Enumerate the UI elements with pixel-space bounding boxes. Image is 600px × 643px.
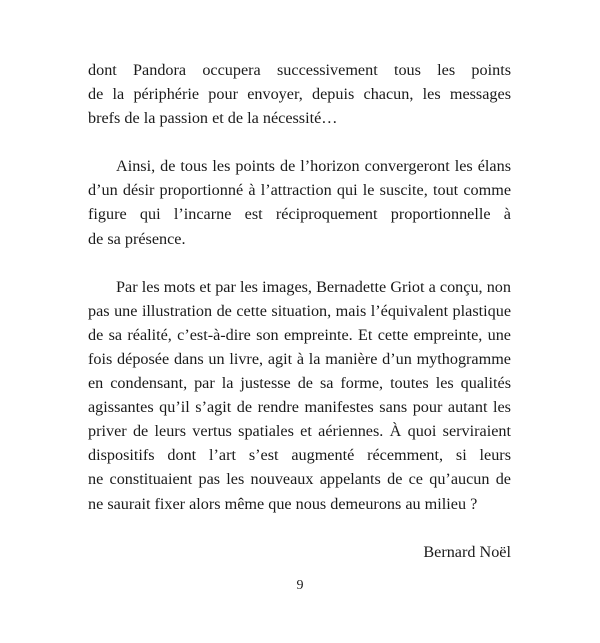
text-line: en condensant, par la justesse de sa forme, toutes les qualités — [88, 374, 511, 393]
text-line: agissantes qu’il s’agit de rendre manifestes sans pour autant les — [88, 398, 511, 417]
text-line: figure qui l’incarne est réciproquement proportionnelle à — [88, 205, 511, 224]
paragraph-3 — [88, 275, 511, 516]
text-line: priver de leurs vertus spatiales et aériennes. À quoi serviraient — [88, 422, 511, 441]
text-line: fois déposée dans un livre, agit à la manière d’un mythogramme — [88, 349, 511, 368]
text-line: dont Pandora occupera successivement tous les points — [88, 61, 511, 79]
text-line: ne saurait fixer alors même que nous demeurons au milieu ? — [88, 494, 478, 513]
page-number: 9 — [296, 578, 304, 593]
signature: Bernard Noël — [423, 542, 511, 561]
text-line: dispositifs dont l’art s’est augmenté récemment, si leurs — [88, 446, 511, 465]
text-line: Ainsi, de tous les points de l’horizon convergeront les élans — [116, 157, 511, 176]
text-line: brefs de la passion et de la nécessité… — [88, 109, 338, 128]
paragraph-2 — [88, 154, 511, 250]
text-line: de sa présence. — [88, 229, 186, 248]
paragraph-1 — [88, 58, 511, 130]
page-body — [88, 58, 511, 564]
text-line: pas une illustration de cette situation, mais l’équivalent plastique — [88, 301, 511, 320]
paragraph-gap — [88, 130, 511, 154]
text-line: de la périphérie pour envoyer, depuis chacun, les messages — [88, 85, 511, 104]
text-line: Par les mots et par les images, Bernadette Griot a conçu, non — [116, 277, 511, 296]
paragraph-gap — [88, 251, 511, 275]
text-line: ne constituaient pas les nouveaux appelants de ce qu’aucun de — [88, 470, 511, 489]
text-line: d’un désir proportionné à l’attraction qui le suscite, tout comme — [88, 181, 511, 200]
text-line: de sa réalité, c’est-à-dire son empreinte. Et cette empreinte, une — [88, 325, 511, 344]
